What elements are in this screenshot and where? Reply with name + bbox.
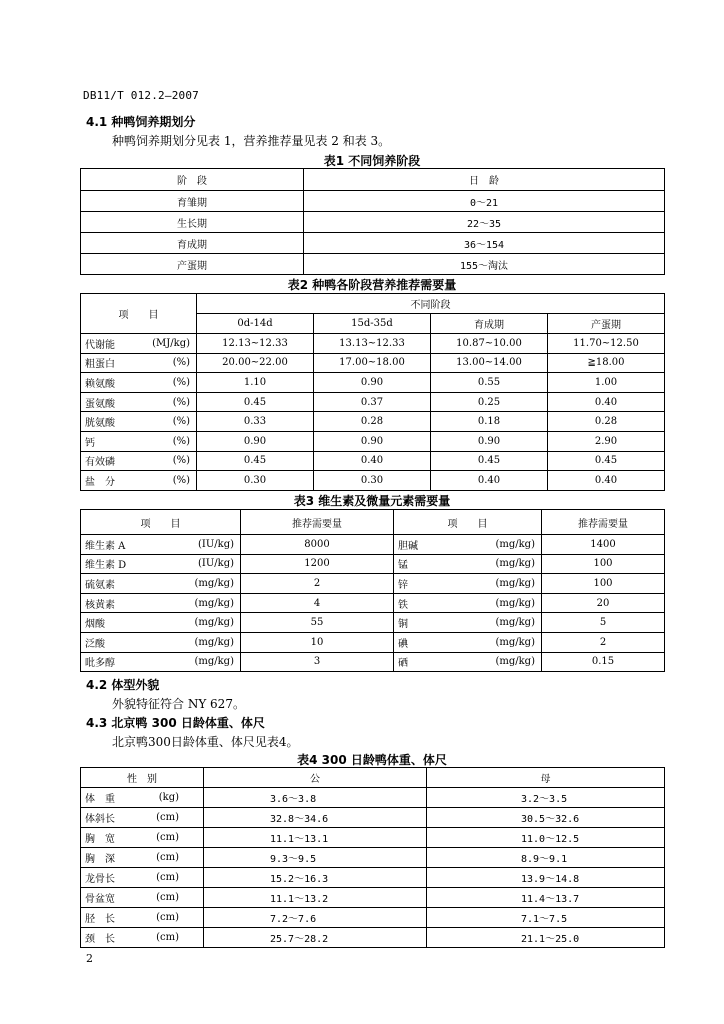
table-3-header: 推荐需要量 xyxy=(542,510,665,535)
table-2-stage-header: 15d-35d xyxy=(314,314,431,334)
table-2-title: 表2 种鸭各阶段营养推荐需要量 xyxy=(287,278,457,292)
table-4-female-cell: 7.1～7.5 xyxy=(427,908,665,928)
row-label-name: 锌 xyxy=(398,579,408,591)
row-label-name: 蛋氨酸 xyxy=(85,398,115,410)
table-3-value-cell: 0.15 xyxy=(542,652,665,672)
table-4-header: 性 别 xyxy=(81,768,204,788)
row-label-name: 钙 xyxy=(85,437,95,449)
table-row xyxy=(81,554,665,574)
table-3-item-cell xyxy=(81,593,241,613)
table-1-cell: 36～154 xyxy=(304,233,665,254)
row-label-unit: (IU/kg) xyxy=(197,558,234,570)
table-2-value-cell: 0.90 xyxy=(431,431,548,451)
table-1 xyxy=(80,168,665,275)
row-label-unit: (%) xyxy=(172,416,190,428)
table-row xyxy=(81,535,665,555)
table-3-item-cell xyxy=(394,652,542,672)
table-3-value-cell: 2 xyxy=(542,632,665,652)
table-2-value-cell: 12.13~12.33 xyxy=(197,334,314,354)
table-row xyxy=(81,334,665,354)
table-2-value-cell: 2.90 xyxy=(548,431,665,451)
row-label-unit: (%) xyxy=(172,396,190,408)
table-3-item-cell xyxy=(394,613,542,633)
table-2-stage-header: 育成期 xyxy=(431,314,548,334)
table-2-value-cell: 13.13~12.33 xyxy=(314,334,431,354)
table-2-value-cell: 20.00~22.00 xyxy=(197,353,314,373)
table-3-value-cell: 100 xyxy=(542,574,665,594)
table-row xyxy=(81,888,665,908)
table-2 xyxy=(80,293,665,491)
document-header: DB11/T 012.2—2007 xyxy=(83,89,199,102)
row-label xyxy=(85,596,236,611)
table-4-item-cell xyxy=(81,848,204,868)
row-label-name: 锰 xyxy=(398,560,408,572)
page-number: 2 xyxy=(86,952,93,965)
table-3-value-cell: 4 xyxy=(241,593,394,613)
row-label-unit: (%) xyxy=(172,435,190,447)
row-label-unit: (mg/kg) xyxy=(194,577,234,589)
row-label-name: 赖氨酸 xyxy=(85,378,115,390)
table-3-value-cell: 8000 xyxy=(241,535,394,555)
table-row xyxy=(81,808,665,828)
row-label xyxy=(85,830,199,845)
table-1-header-age: 日 龄 xyxy=(304,169,665,191)
table-4-male-cell: 15.2～16.3 xyxy=(204,868,427,888)
table-4-female-cell: 21.1～25.0 xyxy=(427,928,665,948)
table-3-header: 推荐需要量 xyxy=(241,510,394,535)
row-label xyxy=(85,355,192,370)
table-3-value-cell: 20 xyxy=(542,593,665,613)
table-1-cell: 0～21 xyxy=(304,191,665,212)
table-row xyxy=(81,613,665,633)
table-3-value-cell: 3 xyxy=(241,652,394,672)
row-label-unit: (mg/kg) xyxy=(495,636,535,648)
table-4-item-cell xyxy=(81,828,204,848)
table-4-female-cell: 11.0～12.5 xyxy=(427,828,665,848)
table-1-cell: 生长期 xyxy=(81,212,304,233)
row-label-name: 碘 xyxy=(398,638,408,650)
row-label-unit: (mg/kg) xyxy=(194,597,234,609)
table-3-item-cell xyxy=(81,535,241,555)
table-row xyxy=(81,471,665,491)
table-4-male-cell: 32.8～34.6 xyxy=(204,808,427,828)
table-2-item-cell xyxy=(81,373,197,393)
row-label-unit: (MJ/kg) xyxy=(152,337,190,349)
row-label xyxy=(398,596,537,611)
table-2-value-cell: 0.40 xyxy=(548,471,665,491)
table-row xyxy=(81,928,665,948)
table-3-item-cell xyxy=(81,613,241,633)
table-3-value-cell: 100 xyxy=(542,554,665,574)
row-label xyxy=(85,635,236,650)
row-label-unit: (cm) xyxy=(156,832,179,843)
row-label-unit: (mg/kg) xyxy=(495,538,535,550)
table-row xyxy=(81,632,665,652)
section-4-1-title: 4.1 种鸭饲养期划分 xyxy=(86,115,196,129)
table-row xyxy=(81,373,665,393)
row-label-name: 粗蛋白 xyxy=(85,359,115,371)
row-label-name: 有效磷 xyxy=(85,457,115,469)
table-2-value-cell: 0.45 xyxy=(431,451,548,471)
table-1-title: 表1 不同饲养阶段 xyxy=(323,154,421,168)
table-3-value-cell: 55 xyxy=(241,613,394,633)
row-label xyxy=(85,576,236,591)
row-label-name: 核黄素 xyxy=(85,599,115,611)
table-2-value-cell: 0.40 xyxy=(548,392,665,412)
table-2-value-cell: 0.45 xyxy=(197,392,314,412)
table-4-male-cell: 11.1～13.1 xyxy=(204,828,427,848)
row-label-name: 硫氨素 xyxy=(85,579,115,591)
row-label-unit: (%) xyxy=(172,474,190,486)
table-4-female-cell: 8.9～9.1 xyxy=(427,848,665,868)
row-label xyxy=(85,556,236,571)
table-2-value-cell: 0.18 xyxy=(431,412,548,432)
row-label xyxy=(398,635,537,650)
row-label-unit: (cm) xyxy=(156,852,179,863)
table-4-header: 母 xyxy=(427,768,665,788)
table-2-item-cell xyxy=(81,451,197,471)
row-label xyxy=(398,556,537,571)
table-2-item-cell xyxy=(81,334,197,354)
row-label-name: 吡多醇 xyxy=(85,658,115,670)
table-3-item-cell xyxy=(81,632,241,652)
table-2-value-cell: 0.28 xyxy=(314,412,431,432)
table-3-value-cell: 5 xyxy=(542,613,665,633)
row-label xyxy=(85,473,192,488)
table-2-value-cell: 0.30 xyxy=(314,471,431,491)
row-label xyxy=(85,930,199,945)
table-1-cell: 155～淘汰 xyxy=(304,254,665,275)
table-2-header-item: 项 目 xyxy=(81,294,197,334)
row-label-name: 颈 长 xyxy=(85,934,115,945)
table-3-item-cell xyxy=(394,632,542,652)
row-label xyxy=(85,654,236,669)
table-2-value-cell: 10.87~10.00 xyxy=(431,334,548,354)
table-2-item-cell xyxy=(81,431,197,451)
table-3-value-cell: 2 xyxy=(241,574,394,594)
table-4-item-cell xyxy=(81,888,204,908)
table-row xyxy=(81,593,665,613)
table-2-stage-header: 0d-14d xyxy=(197,314,314,334)
table-row xyxy=(81,868,665,888)
row-label xyxy=(85,453,192,468)
table-2-value-cell: ≧18.00 xyxy=(548,353,665,373)
row-label-unit: (%) xyxy=(172,455,190,467)
row-label-name: 胫 长 xyxy=(85,914,115,925)
section-4-3-text: 北京鸭300日龄体重、体尺见表4。 xyxy=(112,735,299,749)
table-4-item-cell xyxy=(81,928,204,948)
row-label-name: 维生素 A xyxy=(85,540,126,552)
table-2-value-cell: 0.90 xyxy=(197,431,314,451)
row-label xyxy=(85,336,192,351)
table-2-value-cell: 0.45 xyxy=(197,451,314,471)
table-row xyxy=(81,908,665,928)
row-label-name: 胱氨酸 xyxy=(85,418,115,430)
table-3-value-cell: 1200 xyxy=(241,554,394,574)
row-label-name: 体 重 xyxy=(85,794,115,805)
row-label xyxy=(85,395,192,410)
row-label-name: 铜 xyxy=(398,619,408,631)
table-4-female-cell: 3.2～3.5 xyxy=(427,788,665,808)
row-label-name: 盐 分 xyxy=(85,476,115,488)
table-2-item-cell xyxy=(81,353,197,373)
table-1-cell: 育雏期 xyxy=(81,191,304,212)
row-label-unit: (%) xyxy=(172,376,190,388)
table-3-item-cell xyxy=(81,574,241,594)
table-2-item-cell xyxy=(81,471,197,491)
row-label-name: 维生素 D xyxy=(85,560,127,572)
table-2-value-cell: 0.55 xyxy=(431,373,548,393)
row-label-unit: (kg) xyxy=(158,792,179,803)
table-1-cell: 产蛋期 xyxy=(81,254,304,275)
table-2-value-cell: 0.45 xyxy=(548,451,665,471)
row-label-unit: (IU/kg) xyxy=(197,538,234,550)
row-label-unit: (mg/kg) xyxy=(495,577,535,589)
row-label xyxy=(85,810,199,825)
table-3-header: 项 目 xyxy=(81,510,241,535)
table-row xyxy=(81,848,665,868)
table-3-item-cell xyxy=(81,652,241,672)
table-row xyxy=(81,412,665,432)
row-label xyxy=(85,890,199,905)
row-label-unit: (cm) xyxy=(156,892,179,903)
table-3-value-cell: 10 xyxy=(241,632,394,652)
table-2-value-cell: 0.90 xyxy=(314,431,431,451)
table-3-item-cell xyxy=(394,535,542,555)
table-4-item-cell xyxy=(81,808,204,828)
table-2-value-cell: 0.25 xyxy=(431,392,548,412)
row-label-name: 骨盆宽 xyxy=(85,894,115,905)
table-4-item-cell xyxy=(81,788,204,808)
table-3-item-cell xyxy=(394,574,542,594)
row-label-name: 烟酸 xyxy=(85,619,105,631)
section-4-2-text: 外貌特征符合 NY 627。 xyxy=(112,697,245,711)
table-4-male-cell: 7.2～7.6 xyxy=(204,908,427,928)
table-4-title: 表4 300 日龄鸭体重、体尺 xyxy=(297,753,447,767)
row-label-unit: (%) xyxy=(172,357,190,369)
table-2-value-cell: 0.40 xyxy=(431,471,548,491)
table-3-title: 表3 维生素及微量元素需要量 xyxy=(293,494,451,508)
table-4-female-cell: 13.9～14.8 xyxy=(427,868,665,888)
table-3-item-cell xyxy=(394,593,542,613)
row-label-name: 代谢能 xyxy=(85,339,115,351)
table-2-value-cell: 0.90 xyxy=(314,373,431,393)
table-2-item-cell xyxy=(81,412,197,432)
table-2-stage-header: 产蛋期 xyxy=(548,314,665,334)
table-row xyxy=(81,828,665,848)
table-row xyxy=(81,392,665,412)
row-label xyxy=(85,537,236,552)
table-2-value-cell: 0.30 xyxy=(197,471,314,491)
table-4-male-cell: 11.1～13.2 xyxy=(204,888,427,908)
table-2-value-cell: 0.33 xyxy=(197,412,314,432)
row-label xyxy=(85,615,236,630)
table-1-header-stage: 阶 段 xyxy=(81,169,304,191)
row-label-unit: (mg/kg) xyxy=(495,558,535,570)
table-4-male-cell: 3.6～3.8 xyxy=(204,788,427,808)
table-4-female-cell: 30.5～32.6 xyxy=(427,808,665,828)
row-label-unit: (cm) xyxy=(156,932,179,943)
table-3-value-cell: 1400 xyxy=(542,535,665,555)
table-row xyxy=(81,353,665,373)
table-4-male-cell: 9.3～9.5 xyxy=(204,848,427,868)
table-2-value-cell: 1.00 xyxy=(548,373,665,393)
table-1-cell: 22～35 xyxy=(304,212,665,233)
table-4-male-cell: 25.7～28.2 xyxy=(204,928,427,948)
row-label-unit: (mg/kg) xyxy=(194,656,234,668)
row-label xyxy=(85,870,199,885)
table-4-item-cell xyxy=(81,908,204,928)
row-label xyxy=(85,910,199,925)
row-label xyxy=(85,790,199,805)
table-2-value-cell: 17.00~18.00 xyxy=(314,353,431,373)
table-2-value-cell: 1.10 xyxy=(197,373,314,393)
row-label-name: 胸 深 xyxy=(85,854,115,865)
row-label-unit: (mg/kg) xyxy=(194,617,234,629)
table-4-female-cell: 11.4～13.7 xyxy=(427,888,665,908)
table-4-item-cell xyxy=(81,868,204,888)
row-label-unit: (cm) xyxy=(156,912,179,923)
row-label-name: 龙骨长 xyxy=(85,874,115,885)
row-label xyxy=(398,576,537,591)
section-4-2-title: 4.2 体型外貌 xyxy=(86,678,160,692)
table-2-header-stages: 不同阶段 xyxy=(197,294,665,314)
row-label-unit: (mg/kg) xyxy=(495,656,535,668)
table-4-header: 公 xyxy=(204,768,427,788)
table-row xyxy=(81,431,665,451)
row-label-name: 泛酸 xyxy=(85,638,105,650)
row-label xyxy=(85,414,192,429)
table-2-value-cell: 11.70~12.50 xyxy=(548,334,665,354)
row-label-name: 硒 xyxy=(398,658,408,670)
table-row xyxy=(81,652,665,672)
table-4 xyxy=(80,767,665,948)
table-2-value-cell: 0.28 xyxy=(548,412,665,432)
row-label xyxy=(85,850,199,865)
table-3-item-cell xyxy=(394,554,542,574)
table-row xyxy=(81,788,665,808)
row-label-unit: (mg/kg) xyxy=(495,597,535,609)
table-3 xyxy=(80,509,665,672)
row-label-unit: (mg/kg) xyxy=(194,636,234,648)
row-label-name: 体斜长 xyxy=(85,814,115,825)
row-label-name: 铁 xyxy=(398,599,408,611)
row-label-name: 胸 宽 xyxy=(85,834,115,845)
row-label-unit: (cm) xyxy=(156,812,179,823)
row-label-name: 胆碱 xyxy=(398,540,418,552)
row-label xyxy=(398,537,537,552)
section-4-1-text: 种鸭饲养期划分见表 1，营养推荐量见表 2 和表 3。 xyxy=(112,134,391,148)
table-3-header: 项 目 xyxy=(394,510,542,535)
section-4-3-title: 4.3 北京鸭 300 日龄体重、体尺 xyxy=(86,716,265,730)
table-3-item-cell xyxy=(81,554,241,574)
table-1-cell: 育成期 xyxy=(81,233,304,254)
row-label xyxy=(398,615,537,630)
table-2-item-cell xyxy=(81,392,197,412)
table-2-value-cell: 0.40 xyxy=(314,451,431,471)
table-2-value-cell: 0.37 xyxy=(314,392,431,412)
row-label xyxy=(85,434,192,449)
row-label xyxy=(85,375,192,390)
table-row xyxy=(81,574,665,594)
row-label-unit: (cm) xyxy=(156,872,179,883)
table-2-value-cell: 13.00~14.00 xyxy=(431,353,548,373)
row-label xyxy=(398,654,537,669)
table-row xyxy=(81,451,665,471)
row-label-unit: (mg/kg) xyxy=(495,617,535,629)
